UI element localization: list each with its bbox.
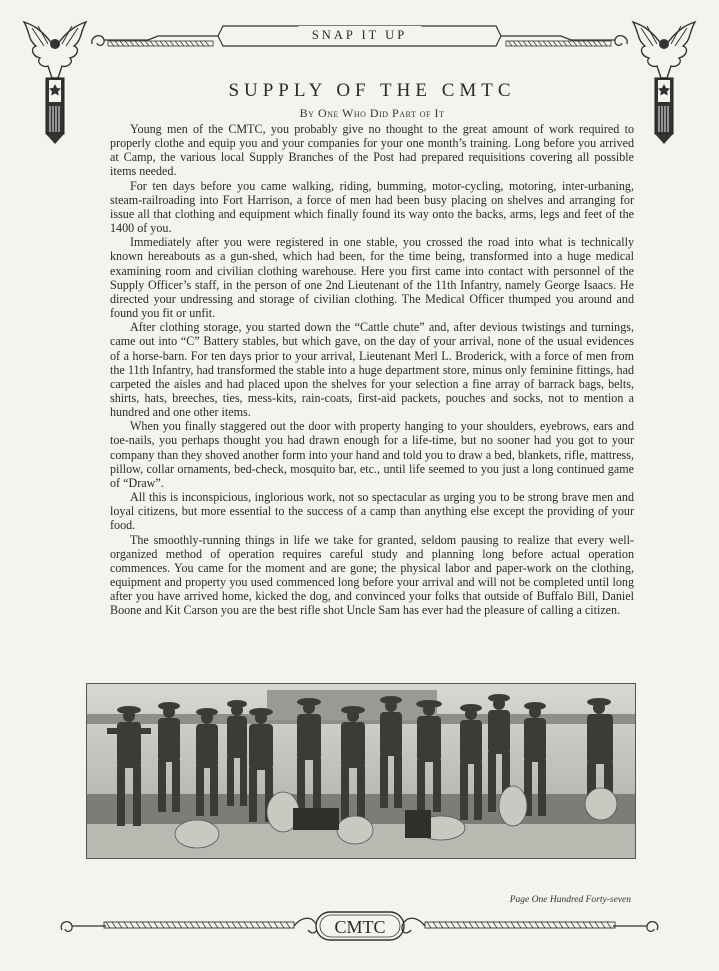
article-heading [110,80,634,121]
cmtc-emblem-text: CMTC [334,917,386,937]
page-number: Page One Hundred Forty-seven [509,895,631,905]
paragraph: For ten days before you came walking, riding, bumming, motor-cycling, motoring, inter-urbaning, steam-railroading into Fort Harrison, a force of men had been busy placing on shelves and arranging for issue all that clothing and equipment which finally found its way onto the backs, arms, legs and feet of the 1400 of you. [110,178,634,236]
header-ornament-band [88,22,631,58]
paragraph: After clothing storage, you started down the “Cattle chute” and, after devious twistings and turnings, came out into “C” Battery stables, but which gave, on the day of your arrival, none of the usual evidences of a horse-barn. For ten days prior to your arrival, Lieutenant Merl L. Broderick, with a force of men from the 11th Infantry, had transformed the stable into a huge department store, minus only feminine fittings, had carpeted the aisles and had placed upon the shelves for your selection a fine array of barrack bags, belts, shirts, hats, breeches, ties, mess-kits, rain-coats, first-aid packets, pouches and socks, not to mention a hundred and one other items. [110,320,634,420]
cmtc-emblem-ornament [54,910,665,956]
paragraph: All this is inconspicious, inglorious work, not so spectacular as urging you to be strong brave men and loyal citizens, but more essential to the success of a camp than anything else except the providing of your food. [110,490,634,533]
eagle-shield-ornament-right [631,18,697,150]
article-body [110,122,634,617]
group-photograph [86,683,636,859]
paragraph: Immediately after you were registered in one stable, you crossed the road into what is technically known hereabouts as a gun-shed, which had been, for the time being, transformed into a huge medical examining room and civilian clothing warehouse. Here you first came into contact with personnel of the Supply Officer’s staff, in the person of one 2nd Lieutenant of the 11th Infantry, namely George Isaacs. He directed your undressing and storage of civilian clothing. The Medical Officer thumped you around and found you fit or unfit. [110,235,634,321]
soldiers-photo-illustration [87,684,635,858]
paragraph: The smoothly-running things in life we take for granted, seldom pausing to realize that every well-organized method of operation requires careful study and planning long before actual operation commences. You came for the moment and are gone; the physical labor and paper-work on the clothing, equipment and property you used commenced long before your arrival and will not be completed until long after you have arrived home, kicked the dog, and convinced your folks that outside of Buffalo Bill, Daniel Boone and Kit Carson you are the best rifle shot Uncle Sam has ever had the pleasure of calling a citizen. [110,532,634,618]
running-header-title: SNAP IT UP [298,26,421,45]
eagle-shield-ornament-left [22,18,88,150]
article-byline: By One Who Did Part of It [299,106,445,120]
article-title: SUPPLY OF THE CMTC [228,80,516,101]
paragraph: When you finally staggered out the door with property hanging to your shoulders, eyebrows, ears and toe-nails, you perhaps thought you had drawn enough for a life-time, but no sooner had you got to your company than they shoved another form into your hand and told you to draw a bed, blankets, rifle, mattress, pillow, collar ornaments, bed-check, mosquito bar, etc., until life seemed to you just a long continued game of “Draw”. [110,419,634,490]
paragraph: Young men of the CMTC, you probably give no thought to the great amount of work required to properly clothe and equip you and your companies for your one month’s training. Long before you arrived at Camp, the various local Supply Branches of the Post had prepared requisitions covering all possible items needed. [110,122,634,179]
footer-ornament [54,910,665,956]
